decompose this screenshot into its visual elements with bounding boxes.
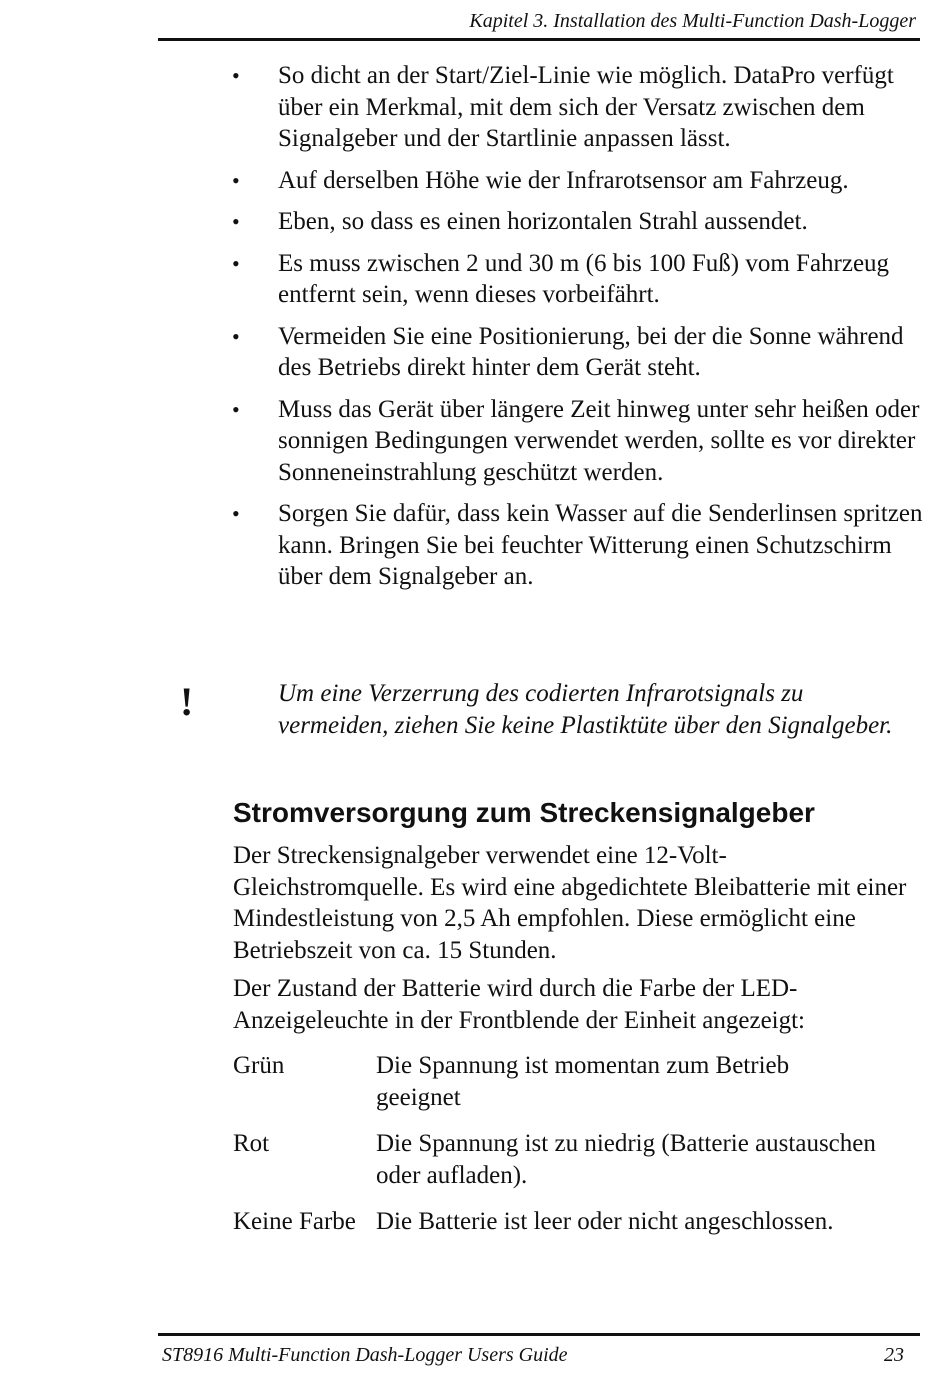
bullet-icon: • [232,209,240,234]
led-meaning: Die Spannung ist momentan zum Betrieb geeignet [376,1052,790,1111]
list-item-text: Sorgen Sie dafür, dass kein Wasser auf die Senderlinsen spritzen kann. Bringen Sie bei feuchter Witterung einen Schutzschirm über dem Signalgeber an. [278,500,923,590]
list-item [0,394,950,489]
battery-status-paragraph: Der Zustand der Batterie wird durch die Farbe der LED-Anzeigeleuchte in der Frontblende der Einheit angezeigt: [233,975,805,1034]
list-item-text: Es muss zwischen 2 und 30 m (6 bis 100 Fuß) vom Fahrzeug entfernt sein, wenn dieses vorbeifährt. [278,249,890,308]
chapter-title: Kapitel 3. Installation des Multi-Function Dash-Logger [469,10,916,32]
led-color-label: Keine Farbe [233,1208,356,1235]
list-item [0,248,950,311]
exclamation-icon: ! [180,679,194,724]
list-item [0,498,950,593]
list-item-text: Muss das Gerät über längere Zeit hinweg unter sehr heißen oder sonnigen Bedingungen verwendet werden, sollte es vor direkter Sonneneinstrahlung geschützt werden. [278,395,920,486]
list-item [0,60,950,155]
placement-bullet-list [0,60,950,603]
list-item [0,206,950,238]
list-item [0,321,950,384]
guide-title: ST8916 Multi-Function Dash-Logger Users Guide [162,1344,568,1366]
list-item-text: Eben, so dass es einen horizontalen Strahl aussendet. [278,208,808,235]
page-number: 23 [884,1344,904,1366]
bullet-icon: • [232,323,240,349]
bullet-icon: • [232,167,240,193]
page-footer [158,1333,920,1366]
list-item-text: Auf derselben Höhe wie der Infrarotsensor am Fahrzeug. [278,166,849,194]
bullet-icon: • [232,250,240,276]
led-meaning: Die Batterie ist leer oder nicht angeschlossen. [376,1208,834,1235]
list-item-text: Vermeiden Sie eine Positionierung, bei der die Sonne während des Betriebs direkt hinter dem Gerät steht. [278,322,904,381]
list-item-text: So dicht an der Start/Ziel-Linie wie möglich. DataPro verfügt über ein Merkmal, mit dem sich der Versatz zwischen dem Signalgeber und der Startlinie anpassen lässt. [278,62,894,152]
page-header [158,8,920,41]
bullet-icon: • [232,63,240,88]
led-meaning: Die Spannung ist zu niedrig (Batterie austauschen oder aufladen). [376,1130,876,1189]
power-supply-paragraph: Der Streckensignalgeber verwendet eine 12-Volt-Gleichstromquelle. Es wird eine abgedichtete Bleibatterie mit einer Mindestleistung von 2,5 Ah empfohlen. Diese ermöglicht eine Betriebszeit von ca. 15 Stunden. [233,842,907,964]
bullet-icon: • [232,396,240,422]
led-color-label: Rot [233,1130,270,1157]
section-heading: Stromversorgung zum Streckensignalgeber [233,797,815,828]
bullet-icon: • [232,501,240,526]
list-item [0,165,950,197]
led-color-label: Grün [233,1052,285,1079]
warning-text: Um eine Verzerrung des codierten Infrarotsignals zu vermeiden, ziehen Sie keine Plastiktüte über den Signalgeber. [278,680,893,739]
